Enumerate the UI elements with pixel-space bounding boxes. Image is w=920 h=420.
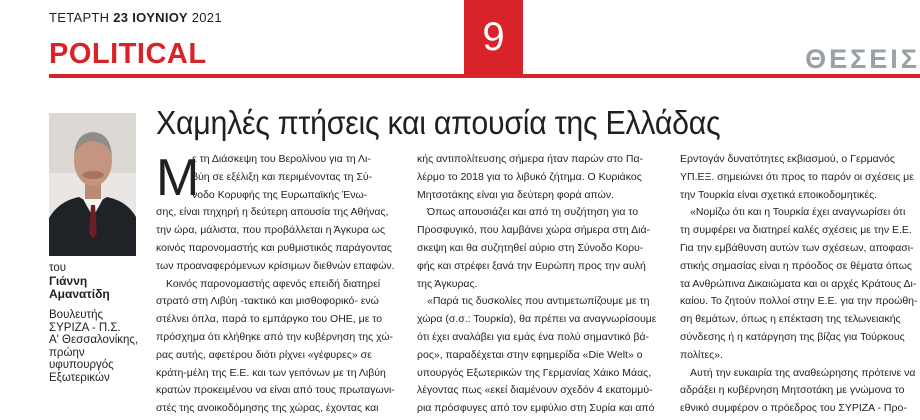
- author-bio: [49, 309, 149, 385]
- article-line: την Τουρκία είναι σχετικά εποικοδομητικές.: [680, 188, 878, 201]
- article-line: καίου. Το ζητούν πολλοί στην Ε.Ε. για την προώθη-: [680, 295, 918, 308]
- section-title: POLITICAL: [49, 38, 207, 70]
- article-column-3: [680, 151, 920, 418]
- article-line: «Παρά τις δυσκολίες που αντιμετωπίζουμε με τη: [427, 295, 650, 308]
- article-line: φής και στρέφει ξανά την Ευρώπη προς την αυλή: [417, 259, 646, 272]
- article-line: τα Ανθρώπινα Δικαιώματα και οι αρχές Κράτους Δι-: [680, 277, 917, 290]
- date-day: ΤΕΤΑΡΤΗ: [49, 10, 110, 25]
- article-line: ότι έχει αναλάβει για εμάς ένα πολύ σημαντικό βά-: [417, 330, 650, 343]
- article-line: στρατό στη Λιβύη -τακτικό και μισθοφορικό- ενώ: [156, 295, 379, 308]
- article-line: στές της ανοικοδόμησης της χώρας, έχοντας και: [156, 402, 379, 415]
- date-year: 2021: [191, 10, 222, 25]
- article-line: χώρα (σ.σ.: Τουρκία), θα πρέπει να αναγνωρίσουμε: [417, 313, 657, 326]
- article-line: κοινός παρονομαστής και ρυθμιστικός παράγοντας: [156, 241, 392, 254]
- article-line: Μητσοτάκης είναι για δεύτερη φορά απών.: [417, 188, 615, 201]
- article-line: «Νομίζω ότι και η Τουρκία έχει αναγνωρίσει ότι: [690, 206, 906, 219]
- article-line: ρας αυτής, αφετέρου διότι ρίχνει «γέφυρες» σε: [156, 348, 372, 361]
- article-line: της Άγκυρας.: [417, 277, 478, 290]
- byline: [49, 262, 145, 301]
- article-line: λέρμο το 2018 για το λιβυκό ζήτημα. Ο Κυριάκος: [417, 170, 642, 183]
- article-line: Κοινός παρονομαστής αφενός επειδή διατηρεί: [166, 277, 381, 290]
- article-line: Προσφυγικό, που λαμβάνει χώρα σήμερα στη Διά-: [417, 224, 651, 237]
- article-headline: Χαμηλές πτήσεις και απουσία της Ελλάδας: [156, 104, 721, 141]
- author-last-name: Αμανατίδη: [49, 287, 110, 301]
- dateline: [49, 10, 222, 25]
- bio-line: πρώην υφυπουργός: [49, 346, 114, 372]
- category-label: ΘΕΣΕΙΣ: [805, 44, 920, 74]
- article-line: ε τη Διάσκεψη του Βερολίνου για τη Λι-: [192, 153, 371, 165]
- article-column-1: [156, 151, 405, 418]
- article-line: ρος», παραδέχεται στην εφημερίδα «Die Welt» ο: [417, 348, 643, 361]
- article-line: ση θεμάτων, όπως η επέκταση της τελωνειακής: [680, 313, 901, 326]
- author-photo: [49, 113, 136, 256]
- article-line: εθνικό συμφέρον ο πρόεδρος του ΣΥΡΙΖΑ - Προ-: [680, 402, 907, 415]
- article-line: τη συμφέρει να διατηρεί καλές σχέσεις με την Ε.Ε.: [680, 224, 912, 237]
- article-line: σκεψη και θα συζητηθεί αύριο στη Σύνοδο Κορυ-: [417, 241, 644, 254]
- article-line: λέγοντας πως «εκεί διαμένουν σχεδόν 4 εκατομμύ-: [417, 384, 653, 397]
- article-line: βύη σε εξέλιξη και περιμένοντας τη Σύ-: [192, 170, 373, 183]
- article-line: Αυτή την ευκαιρία της αναθεώρησης πρότεινε να: [690, 366, 916, 379]
- article-line: την ώρα, μάλιστα, που προβάλλεται η Άγκυρα ως: [156, 224, 386, 237]
- article-line: κής αντιπολίτευσης σήμερα ήταν παρών στο Πα-: [417, 153, 644, 165]
- header-rule-left: [49, 74, 464, 78]
- article-column-2: [417, 151, 666, 418]
- article-line: νοδο Κορυφής της Ευρωπαϊκής Ένω-: [192, 188, 368, 201]
- bio-line: Α' Θεσσαλονίκης,: [49, 334, 139, 347]
- article-line: κρατών προκειμένου να είναι από τους πρωταγωνι-: [156, 384, 395, 397]
- article-line: Όπως απουσιάζει και από τη συζήτηση για το: [427, 206, 639, 219]
- date-main: 23 ΙΟΥΝΙΟΥ: [113, 10, 188, 25]
- bio-line: Βουλευτής: [49, 309, 104, 321]
- article-line: υπουργός Εξωτερικών της Γερμανίας Χάικο Μάας,: [417, 366, 652, 379]
- drop-cap: Μ: [156, 149, 200, 207]
- article-line: των προαναφερόμενων κρίσιμων διεθνών επαφών.: [156, 259, 395, 272]
- article-line: στέλνει όπλα, παρά το εμπάργκο του ΟΗΕ, με το: [156, 313, 383, 326]
- bio-line: ΣΥΡΙΖΑ - Π.Σ.: [49, 321, 121, 334]
- article-line: κράτη-μέλη της Ε.Ε. και των γειτόνων με τη Λιβύη: [156, 366, 386, 379]
- author-portrait-image: [49, 113, 136, 256]
- bio-line: Εξωτερικών: [49, 371, 110, 384]
- article-line: Ερντογάν δυνατότητες εκβιασμού, ο Γερμανός: [680, 153, 895, 165]
- page-number: 9: [464, 0, 523, 78]
- article-line: Για την εμβάθυνση αυτών των σχέσεων, αποφασι-: [680, 241, 914, 254]
- author-first-name: Γιάννη: [49, 274, 88, 288]
- article-line: στικής σημασίας είναι η πρόοδος σε θέματα όπως: [680, 259, 912, 272]
- article-line: σης, είναι πηχηρή η δεύτερη απουσία της Αθήνας,: [156, 206, 389, 219]
- article-line: σύνδεσης ή η κατάργηση της βίζας για Τούρκους: [680, 330, 905, 343]
- article-line: πρόσχημα ότι κλήθηκε από την κυβέρνηση της χώ-: [156, 330, 394, 343]
- article-line: ρια πρόσφυγες από τον εμφύλιο στη Συρία και από: [417, 402, 655, 415]
- byline-prefix: του: [49, 262, 67, 274]
- article-line: ΥΠ.ΕΞ. σημειώνει ότι προς το παρόν οι σχέσεις με: [680, 170, 914, 183]
- article-line: πολίτες».: [680, 348, 723, 361]
- article-line: αδράξει η κυβέρνηση Μητσοτάκη με γνώμονα το: [680, 384, 905, 397]
